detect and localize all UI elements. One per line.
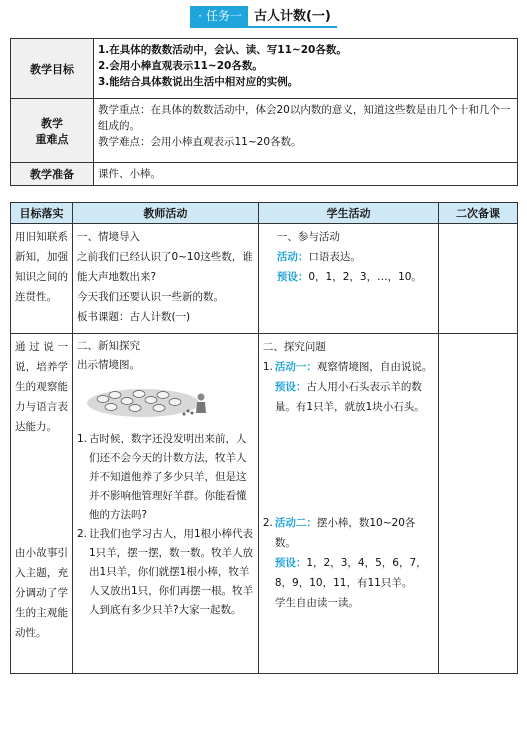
student-spacer [263, 417, 434, 513]
task-tag-label: 任务一 [205, 9, 242, 23]
step-number: 1. [262, 361, 273, 373]
row1-teacher-p1: 之前我们已经认识了0~10这些数，谁能大声地数出来? [76, 251, 253, 283]
preset-label: 预设： [276, 271, 309, 283]
header-teacher: 教师活动 [72, 203, 258, 224]
teacher-step-2 [77, 525, 254, 620]
tag-dot: · [198, 9, 202, 23]
header-student: 学生活动 [258, 203, 438, 224]
key-label-line2: 重难点 [35, 132, 69, 146]
key-points-text: 教学重点：在具体的数数活动中，体会20以内数的意义，知道这些数是由几个十和几个一组成的。 [98, 104, 511, 132]
row2-teacher-sub: 出示情境图。 [76, 359, 140, 371]
goal-item: 2.会用小棒直观表示11~20各数。 [98, 60, 263, 72]
activity-label: 活动二： [274, 517, 317, 529]
step-number: 2. [76, 528, 87, 540]
student-closing-text: 学生自由读一读。 [274, 597, 359, 609]
row2-student-title: 二、探究问题 [262, 341, 326, 353]
step-text: 让我们也学习古人，用1根小棒代表1只羊，摆一摆，数一数。牧羊人放出1只羊，你们就摆1根小棒，牧羊人又放出1只，你们再摆一根。牧羊人到底有多少只羊?大家一起数。 [88, 528, 254, 616]
step-text: 古时候，数字还没发明出来前，人们还不会今天的计数方法，牧羊人并不知道他养了多少只羊，但是这并不影响他管理好羊群。你能看懂他的方法吗? [88, 433, 247, 521]
row2-student [258, 334, 438, 674]
difficulty-text: 教学难点：会用小棒直观表示11~20各数。 [98, 136, 302, 148]
sheep-illustration [85, 377, 213, 421]
row1-teacher [72, 224, 258, 334]
row2-teacher [72, 334, 258, 674]
goal-item: 1.在具体的数数活动中，会认、读、写11~20各数。 [98, 44, 347, 56]
activity-text: 观察情境图，自由说说。 [316, 361, 433, 373]
header-goal: 目标落实 [11, 203, 73, 224]
lesson-info-table [10, 38, 518, 186]
goal-list [94, 39, 518, 99]
lesson-plan-table [10, 202, 518, 674]
key-label-line1: 教学 [41, 116, 63, 130]
task-tag [190, 6, 248, 26]
row1-student-title: 一、参与活动 [276, 231, 340, 243]
row2-revision [439, 334, 518, 674]
goal-label: 教学目标 [11, 39, 94, 99]
title-bar [0, 6, 527, 28]
step-number: 2. [262, 517, 273, 529]
row1-student [258, 224, 438, 334]
prep-label: 教学准备 [11, 163, 94, 186]
preset-text: 1，2，3，4，5，6，7，8，9，10，11，有11只羊。 [274, 557, 427, 589]
step-number: 1. [76, 433, 87, 445]
row2-goal [11, 334, 73, 674]
row1-revision [439, 224, 518, 334]
goal-item: 3.能结合具体数说出生活中相对应的实例。 [98, 76, 299, 88]
preset-label: 预设： [274, 557, 307, 569]
row2-goal-b: 由小故事引入主题，充分调动了学生的主观能动性。 [15, 547, 68, 639]
activity-text: 摆小棒，数10~20各数。 [274, 517, 416, 549]
activity-text: 口语表达。 [308, 251, 361, 263]
prep-text: 课件、小棒。 [94, 163, 518, 186]
activity-label: 活动一： [274, 361, 317, 373]
key-points [94, 99, 518, 163]
preset-label: 预设： [274, 381, 307, 393]
row1-teacher-p2: 今天我们还要认识一些新的数。 [76, 291, 224, 303]
row1-student-activity [263, 247, 434, 267]
page-title: 古人计数(一) [253, 9, 331, 24]
student-step-2 [263, 513, 434, 613]
step-body [275, 357, 434, 417]
header-revision: 二次备课 [439, 203, 518, 224]
goal-spacer [15, 437, 68, 543]
row2-teacher-title: 二、新知探究 [76, 340, 140, 352]
key-points-label [11, 99, 94, 163]
preset-text: 0，1，2，3，…，10。 [308, 271, 422, 283]
row1-goal: 用旧知联系新知，加强知识之间的连贯性。 [11, 224, 73, 334]
student-step-1 [263, 357, 434, 417]
row1-teacher-title: 一、情境导入 [76, 231, 140, 243]
row1-student-preset [263, 267, 434, 287]
activity-label: 活动： [276, 251, 309, 263]
step-body [275, 513, 434, 613]
title-box [190, 6, 337, 26]
row1-teacher-p3: 板书课题：古人计数(一) [76, 311, 191, 323]
row2-goal-a: 通过说一说，培养学生的观察能力与语言表达能力。 [15, 341, 68, 433]
title-underline [190, 26, 337, 28]
preset-text: 古人用小石头表示羊的数量。有1只羊，就放1块小石头。 [274, 381, 425, 413]
teacher-step-1 [77, 430, 254, 525]
